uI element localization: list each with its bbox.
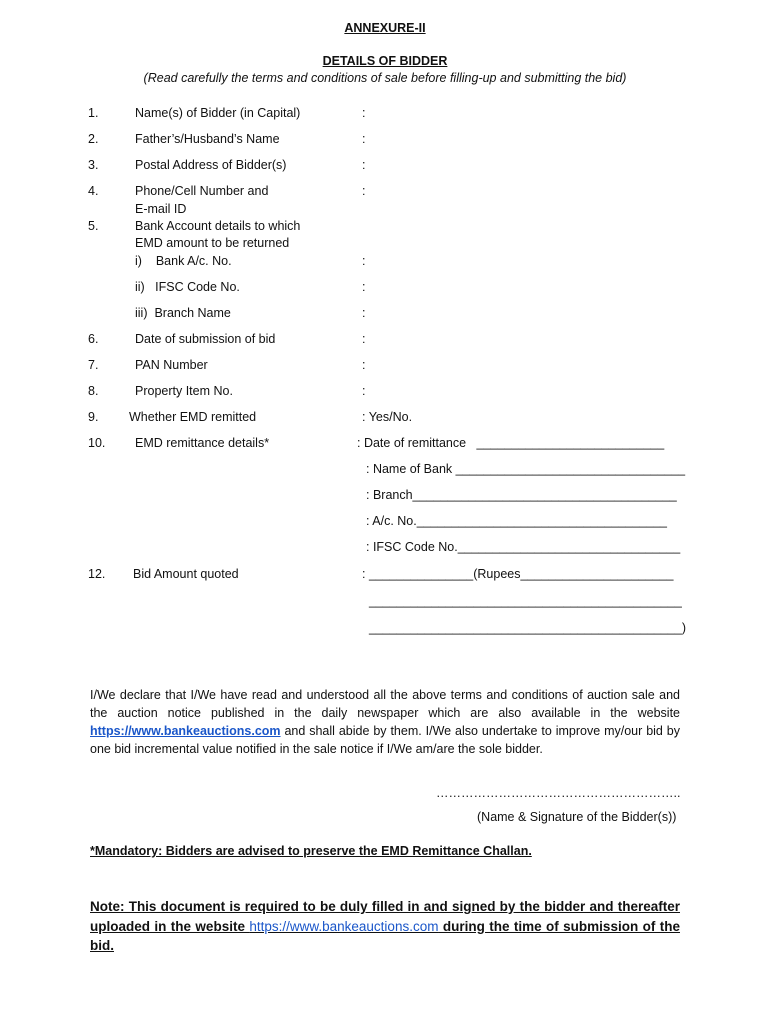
field-number: 3.: [88, 158, 99, 172]
field-colon: :: [362, 332, 366, 346]
field-label-phone: Phone/Cell Number and: [135, 184, 269, 198]
field-colon: :: [362, 306, 366, 320]
signature-caption: (Name & Signature of the Bidder(s)): [477, 810, 677, 824]
field-number: 5.: [88, 219, 99, 233]
field-colon: :: [362, 106, 366, 120]
field-number: 12.: [88, 567, 106, 581]
field-number: 10.: [88, 436, 106, 450]
field-label-emd-return: EMD amount to be returned: [135, 236, 290, 250]
emd-branch-line: : Branch______________________________________: [366, 488, 677, 502]
note-text: during the time of submission of the bid.: [90, 918, 680, 953]
field-label-email: E-mail ID: [135, 202, 187, 216]
field-number: 4.: [88, 184, 99, 198]
field-colon: :: [362, 358, 366, 372]
field-colon: :: [362, 132, 366, 146]
note-website-link[interactable]: https://www.bankeauctions.com: [249, 918, 439, 934]
field-label-branch-name: iii) Branch Name: [135, 306, 231, 320]
emd-date-line: : Date of remittance ___________________________: [357, 436, 665, 450]
field-colon: :: [362, 184, 366, 198]
field-label-father-husband-name: Father’s/Husband’s Name: [135, 132, 280, 146]
note-paragraph: [90, 897, 680, 956]
website-link[interactable]: https://www.bankeauctions.com: [90, 724, 281, 738]
field-value-yes-no: : Yes/No.: [362, 410, 413, 424]
field-label-bidder-name: Name(s) of Bidder (in Capital): [135, 106, 301, 120]
field-colon: :: [362, 158, 366, 172]
field-label-postal-address: Postal Address of Bidder(s): [135, 158, 287, 172]
bid-words-line: _____________________________________________: [369, 594, 682, 608]
field-label-ifsc: ii) IFSC Code No.: [135, 280, 240, 294]
field-colon: :: [362, 384, 366, 398]
field-label-emd-remitted: Whether EMD remitted: [129, 410, 257, 424]
page-subtitle: (Read carefully the terms and conditions of sale before filling-up and submitting the bid): [143, 71, 627, 85]
bid-amount-line: : _______________(Rupees______________________: [362, 567, 674, 581]
declaration-text: I/We declare that I/We have read and understood all the above terms and conditions of auction sale and the auction notice published in the daily newspaper which are also available in the website: [90, 688, 680, 720]
field-label-pan: PAN Number: [135, 358, 208, 372]
field-number: 8.: [88, 384, 99, 398]
field-label-bank-ac-no: i) Bank A/c. No.: [135, 254, 232, 268]
field-number: 6.: [88, 332, 99, 346]
signature-line: …………………………………………………..: [436, 786, 681, 800]
field-label-bid-amount: Bid Amount quoted: [133, 567, 239, 581]
emd-bank-name-line: : Name of Bank _________________________________: [366, 462, 686, 476]
note-text: Note: This document is required to be duly filled in and signed by the bidder and thereafter uploaded in the website: [90, 899, 680, 934]
annexure-heading: ANNEXURE-II: [344, 21, 426, 35]
mandatory-note: *Mandatory: Bidders are advised to preserve the EMD Remittance Challan.: [90, 844, 532, 858]
bid-words-line: _____________________________________________): [369, 621, 686, 635]
field-colon: :: [362, 280, 366, 294]
field-label-bank-account: Bank Account details to which: [135, 219, 301, 233]
emd-ac-no-line: : A/c. No.____________________________________: [366, 514, 667, 528]
field-label-date-submission: Date of submission of bid: [135, 332, 276, 346]
field-number: 9.: [88, 410, 99, 424]
field-colon: :: [362, 254, 366, 268]
declaration-paragraph: [90, 686, 680, 758]
field-number: 7.: [88, 358, 99, 372]
declaration-text: and shall abide by them. I/We also undertake to improve my/our bid by one bid incremental value notified in the sale notice if I/We am/are the sole bidder.: [90, 724, 680, 756]
emd-ifsc-line: : IFSC Code No.________________________________: [366, 540, 681, 554]
field-label-emd-details: EMD remittance details*: [135, 436, 270, 450]
field-number: 2.: [88, 132, 99, 146]
field-label-property-item: Property Item No.: [135, 384, 233, 398]
field-number: 1.: [88, 106, 99, 120]
page-title: DETAILS OF BIDDER: [322, 54, 448, 68]
